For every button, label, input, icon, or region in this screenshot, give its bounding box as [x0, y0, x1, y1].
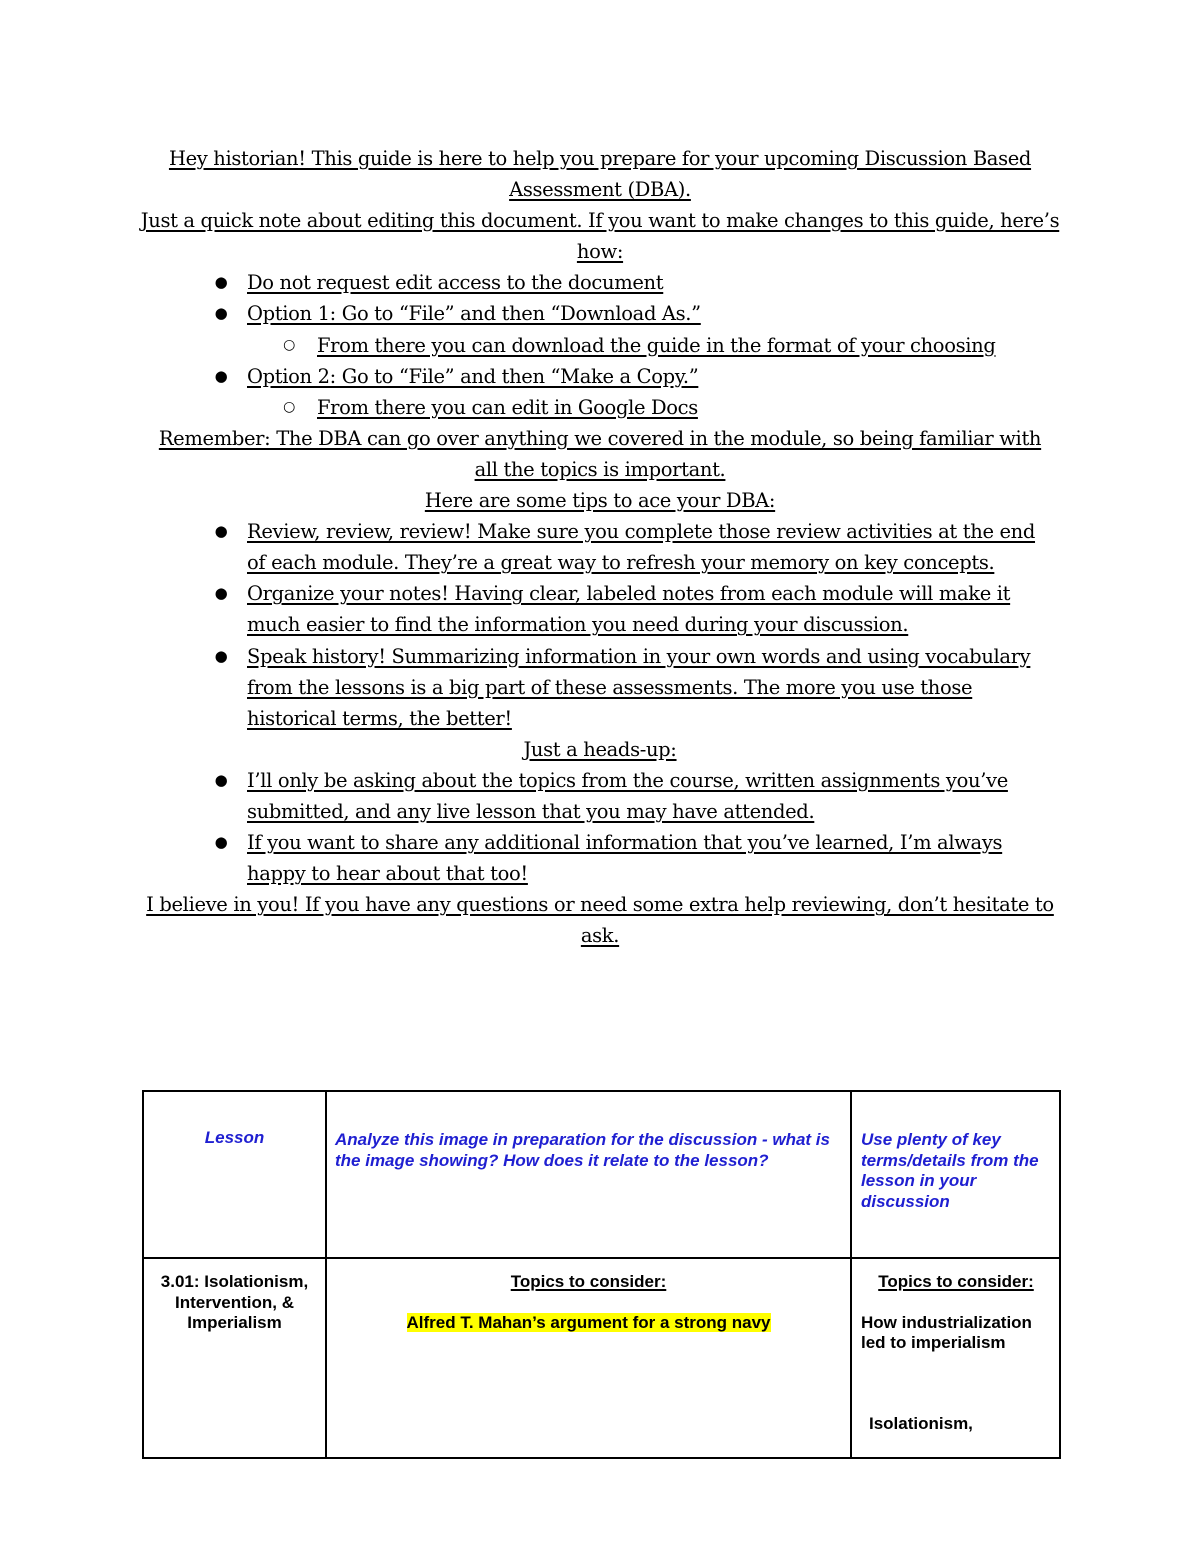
heads-up-list	[140, 765, 1060, 889]
filled-bullet-icon: ●	[214, 366, 228, 385]
list-item: ● Speak history! Summarizing information in your own words and using vocabulary from the lessons is a big part of these assessments. The more you use those historical terms, the better!	[140, 641, 1060, 734]
hollow-bullet-icon: ○	[283, 398, 295, 415]
header-key-terms: Use plenty of key terms/details from the lesson in your discussion	[851, 1091, 1060, 1258]
remember-note: Remember: The DBA can go over anything we covered in the module, so being familiar with all the topics is important.	[158, 426, 1042, 481]
filled-bullet-icon: ●	[214, 646, 228, 665]
lesson-cell	[143, 1258, 326, 1458]
highlighted-topic: Alfred T. Mahan’s argument for a strong navy	[406, 1312, 771, 1332]
table-row	[143, 1258, 1060, 1458]
editing-substeps-list	[140, 330, 1060, 361]
heads-up-heading: Just a heads-up:	[523, 737, 677, 761]
list-item: ● I’ll only be asking about the topics from the course, written assignments you’ve submitted, and any live lesson that you may have attended.	[140, 765, 1060, 827]
list-item: ○ From there you can edit in Google Docs	[140, 392, 1060, 423]
topic-item: Isolationism,	[869, 1414, 973, 1433]
topics-label: Topics to consider:	[510, 1272, 667, 1291]
editing-steps-list	[140, 267, 1060, 329]
topics-label: Topics to consider:	[878, 1272, 1034, 1291]
editing-substeps-list	[140, 392, 1060, 423]
filled-bullet-icon: ●	[214, 833, 228, 852]
filled-bullet-icon: ●	[214, 273, 228, 292]
key-terms-cell	[851, 1258, 1060, 1458]
lesson-table	[142, 1090, 1061, 1459]
list-item: ● Option 1: Go to “File” and then “Download As.”	[140, 298, 1060, 329]
lesson-title: 3.01: Isolationism, Intervention, & Imperialism	[160, 1272, 309, 1332]
filled-bullet-icon: ●	[214, 304, 228, 323]
list-item: ○ From there you can download the guide in the format of your choosing	[140, 330, 1060, 361]
document-body	[140, 143, 1060, 951]
analyze-cell	[326, 1258, 851, 1458]
topic-item: How industrialization led to imperialism	[861, 1312, 1032, 1352]
list-item: ● Review, review, review! Make sure you complete those review activities at the end of each module. They’re a great way to refresh your memory on key concepts.	[140, 516, 1060, 578]
tips-heading: Here are some tips to ace your DBA:	[424, 489, 776, 513]
filled-bullet-icon: ●	[214, 770, 228, 789]
intro-greeting: Hey historian! This guide is here to help you prepare for your upcoming Discussion Based Assessment (DBA).	[168, 147, 1032, 202]
header-analyze: Analyze this image in preparation for the discussion - what is the image showing? How does it relate to the lesson?	[326, 1091, 851, 1258]
editing-steps-list-continued	[140, 361, 1060, 392]
list-item: ● Do not request edit access to the document	[140, 267, 1060, 298]
filled-bullet-icon: ●	[214, 522, 228, 541]
list-item: ● Option 2: Go to “File” and then “Make a Copy.”	[140, 361, 1060, 392]
list-item: ● Organize your notes! Having clear, labeled notes from each module will make it much easier to find the information you need during your discussion.	[140, 578, 1060, 640]
table-header-row	[143, 1091, 1060, 1258]
editing-note: Just a quick note about editing this document. If you want to make changes to this guide, here’s how:	[140, 209, 1060, 264]
hollow-bullet-icon: ○	[283, 336, 295, 353]
tips-list	[140, 516, 1060, 734]
list-item: ● If you want to share any additional information that you’ve learned, I’m always happy to hear about that too!	[140, 827, 1060, 889]
header-lesson: Lesson	[143, 1091, 326, 1258]
closing-note: I believe in you! If you have any questions or need some extra help reviewing, don’t hesitate to ask.	[146, 893, 1054, 948]
filled-bullet-icon: ●	[214, 584, 228, 603]
